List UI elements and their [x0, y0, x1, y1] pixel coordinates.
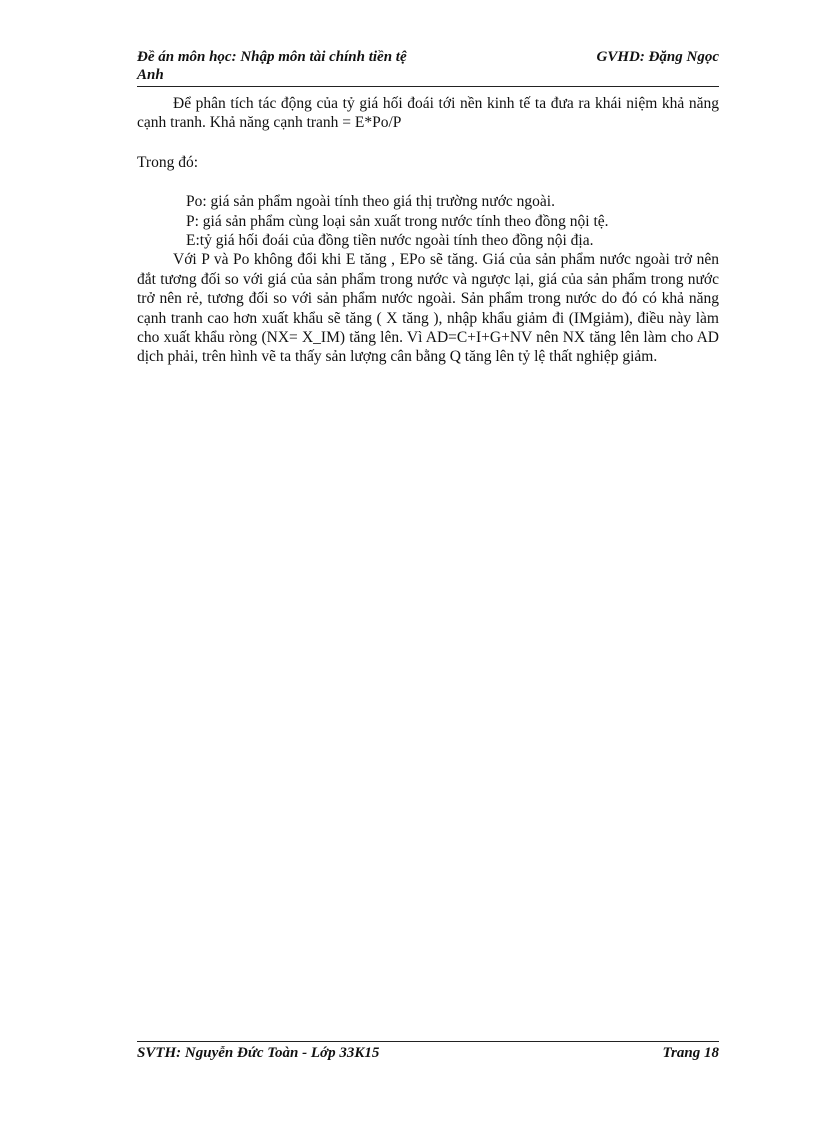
footer-page-number: Trang 18: [662, 1045, 719, 1061]
analysis-paragraph: Với P và Po không đổi khi E tăng , EPo sẽ tăng. Giá của sản phẩm nước ngoài trở nên đắt tương đối so với giá của sản phẩm trong nước và ngược lại, giá của sản phẩm trong nước trở nên rẻ, tương đối so với sản phẩm nước ngoài. Sản phẩm trong nước do đó có khả năng cạnh tranh cao hơn xuất khẩu sẽ tăng ( X tăng ), nhập khẩu giảm đi (IMgiảm), điều này làm cho xuất khẩu ròng (NX= X_IM) tăng lên. Vì AD=C+I+G+NV nên NX tăng lên làm cho AD dịch phải, trên hình vẽ ta thấy sản lượng cân bằng Q tăng lên tỷ lệ thất nghiệp giảm.: [137, 251, 719, 366]
header-instructor-continuation: Anh: [137, 67, 164, 83]
footer-student: SVTH: Nguyễn Đức Toàn - Lớp 33K15: [137, 1045, 380, 1061]
spacer: [137, 133, 719, 153]
page-body: [137, 94, 719, 367]
header-instructor: GVHD: Đặng Ngọc: [596, 49, 719, 65]
page-header: [137, 48, 719, 84]
definition-p: P: giá sản phẩm cùng loại sản xuất trong nước tính theo đồng nội tệ.: [186, 212, 609, 230]
spacer: [137, 172, 719, 192]
header-course-title: Đề án môn học: Nhập môn tài chính tiền tệ: [137, 49, 407, 65]
definition-e: E:tỷ giá hối đoái của đồng tiền nước ngoài tính theo đồng nội địa.: [186, 232, 594, 250]
footer-divider: [137, 1041, 719, 1042]
where-label: Trong đó:: [137, 153, 199, 171]
header-divider: [137, 86, 719, 87]
header-row: [137, 48, 719, 66]
page-footer: [137, 1045, 719, 1062]
definition-po: Po: giá sản phẩm ngoài tính theo giá thị trường nước ngoài.: [186, 193, 555, 211]
intro-paragraph: Để phân tích tác động của tỷ giá hối đoái tới nền kinh tế ta đưa ra khái niệm khả năng cạnh tranh. Khả năng cạnh tranh = E*Po/P: [137, 95, 719, 132]
